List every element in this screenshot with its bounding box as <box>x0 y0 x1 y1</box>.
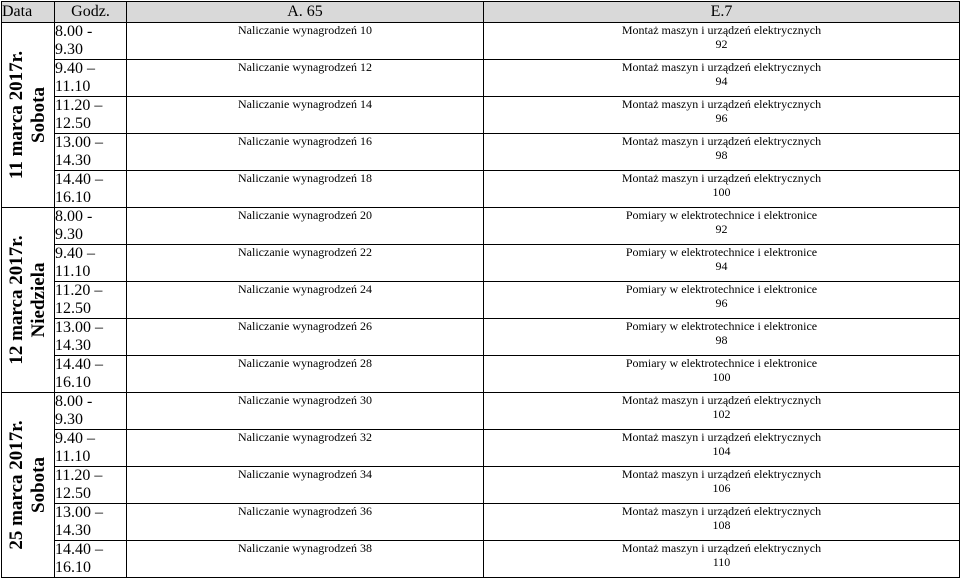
course-a-cell: Naliczanie wynagrodzeń 20 <box>127 208 484 245</box>
table-row <box>2 319 960 356</box>
table-row <box>2 356 960 393</box>
day-date-cell <box>2 393 55 578</box>
header-row <box>2 2 960 23</box>
table-row <box>2 60 960 97</box>
day-date-cell <box>2 208 55 393</box>
course-e-cell: Montaż maszyn i urządzeń elektrycznych 106 <box>484 467 960 504</box>
header-data: Data <box>2 2 55 23</box>
course-a-cell: Naliczanie wynagrodzeń 38 <box>127 541 484 578</box>
table-row <box>2 541 960 578</box>
time-cell: 8.00 - 9.30 <box>55 393 127 430</box>
course-e-cell: Montaż maszyn i urządzeń elektrycznych 94 <box>484 60 960 97</box>
course-e-cell: Montaż maszyn i urządzeń elektrycznych 92 <box>484 23 960 60</box>
time-cell: 14.40 – 16.10 <box>55 541 127 578</box>
course-e-cell: Pomiary w elektrotechnice i elektronice 100 <box>484 356 960 393</box>
course-a-cell: Naliczanie wynagrodzeń 22 <box>127 245 484 282</box>
header-group-a: A. 65 <box>127 2 484 23</box>
day-date: 11 marca 2017r. <box>6 50 27 180</box>
time-cell: 13.00 – 14.30 <box>55 504 127 541</box>
day-date-cell <box>2 23 55 208</box>
table-row <box>2 430 960 467</box>
day-weekday: Sobota <box>28 457 49 513</box>
table-row <box>2 134 960 171</box>
course-a-cell: Naliczanie wynagrodzeń 26 <box>127 319 484 356</box>
course-a-cell: Naliczanie wynagrodzeń 12 <box>127 60 484 97</box>
course-a-cell: Naliczanie wynagrodzeń 18 <box>127 171 484 208</box>
time-cell: 9.40 – 11.10 <box>55 245 127 282</box>
course-e-cell: Montaż maszyn i urządzeń elektrycznych 108 <box>484 504 960 541</box>
time-cell: 13.00 – 14.30 <box>55 134 127 171</box>
time-cell: 14.40 – 16.10 <box>55 171 127 208</box>
course-e-cell: Pomiary w elektrotechnice i elektronice 94 <box>484 245 960 282</box>
course-a-cell: Naliczanie wynagrodzeń 16 <box>127 134 484 171</box>
time-cell: 9.40 – 11.10 <box>55 430 127 467</box>
table-row <box>2 208 960 245</box>
course-e-cell: Montaż maszyn i urządzeń elektrycznych 98 <box>484 134 960 171</box>
time-cell: 8.00 - 9.30 <box>55 23 127 60</box>
table-row <box>2 467 960 504</box>
course-a-cell: Naliczanie wynagrodzeń 28 <box>127 356 484 393</box>
course-e-cell: Pomiary w elektrotechnice i elektronice 96 <box>484 282 960 319</box>
day-date: 12 marca 2017r. <box>6 235 27 365</box>
day-weekday: Sobota <box>28 87 49 143</box>
course-a-cell: Naliczanie wynagrodzeń 30 <box>127 393 484 430</box>
course-a-cell: Naliczanie wynagrodzeń 10 <box>127 23 484 60</box>
table-row <box>2 171 960 208</box>
course-a-cell: Naliczanie wynagrodzeń 32 <box>127 430 484 467</box>
course-e-cell: Pomiary w elektrotechnice i elektronice 98 <box>484 319 960 356</box>
time-cell: 11.20 – 12.50 <box>55 467 127 504</box>
time-cell: 11.20 – 12.50 <box>55 97 127 134</box>
header-group-e: E.7 <box>484 2 960 23</box>
course-e-cell: Pomiary w elektrotechnice i elektronice 92 <box>484 208 960 245</box>
course-e-cell: Montaż maszyn i urządzeń elektrycznych 110 <box>484 541 960 578</box>
course-a-cell: Naliczanie wynagrodzeń 34 <box>127 467 484 504</box>
course-a-cell: Naliczanie wynagrodzeń 14 <box>127 97 484 134</box>
course-e-cell: Montaż maszyn i urządzeń elektrycznych 96 <box>484 97 960 134</box>
course-e-cell: Montaż maszyn i urządzeń elektrycznych 100 <box>484 171 960 208</box>
table-row <box>2 245 960 282</box>
time-cell: 9.40 – 11.10 <box>55 60 127 97</box>
day-weekday: Niedziela <box>28 262 49 338</box>
course-e-cell: Montaż maszyn i urządzeń elektrycznych 104 <box>484 430 960 467</box>
time-cell: 8.00 - 9.30 <box>55 208 127 245</box>
schedule-table <box>1 1 960 578</box>
course-a-cell: Naliczanie wynagrodzeń 24 <box>127 282 484 319</box>
course-e-cell: Montaż maszyn i urządzeń elektrycznych 102 <box>484 393 960 430</box>
course-a-cell: Naliczanie wynagrodzeń 36 <box>127 504 484 541</box>
time-cell: 14.40 – 16.10 <box>55 356 127 393</box>
table-row <box>2 504 960 541</box>
table-row <box>2 282 960 319</box>
table-row <box>2 23 960 60</box>
table-row <box>2 393 960 430</box>
table-row <box>2 97 960 134</box>
header-godz: Godz. <box>55 2 127 23</box>
time-cell: 13.00 – 14.30 <box>55 319 127 356</box>
time-cell: 11.20 – 12.50 <box>55 282 127 319</box>
day-date: 25 marca 2017r. <box>6 420 27 550</box>
